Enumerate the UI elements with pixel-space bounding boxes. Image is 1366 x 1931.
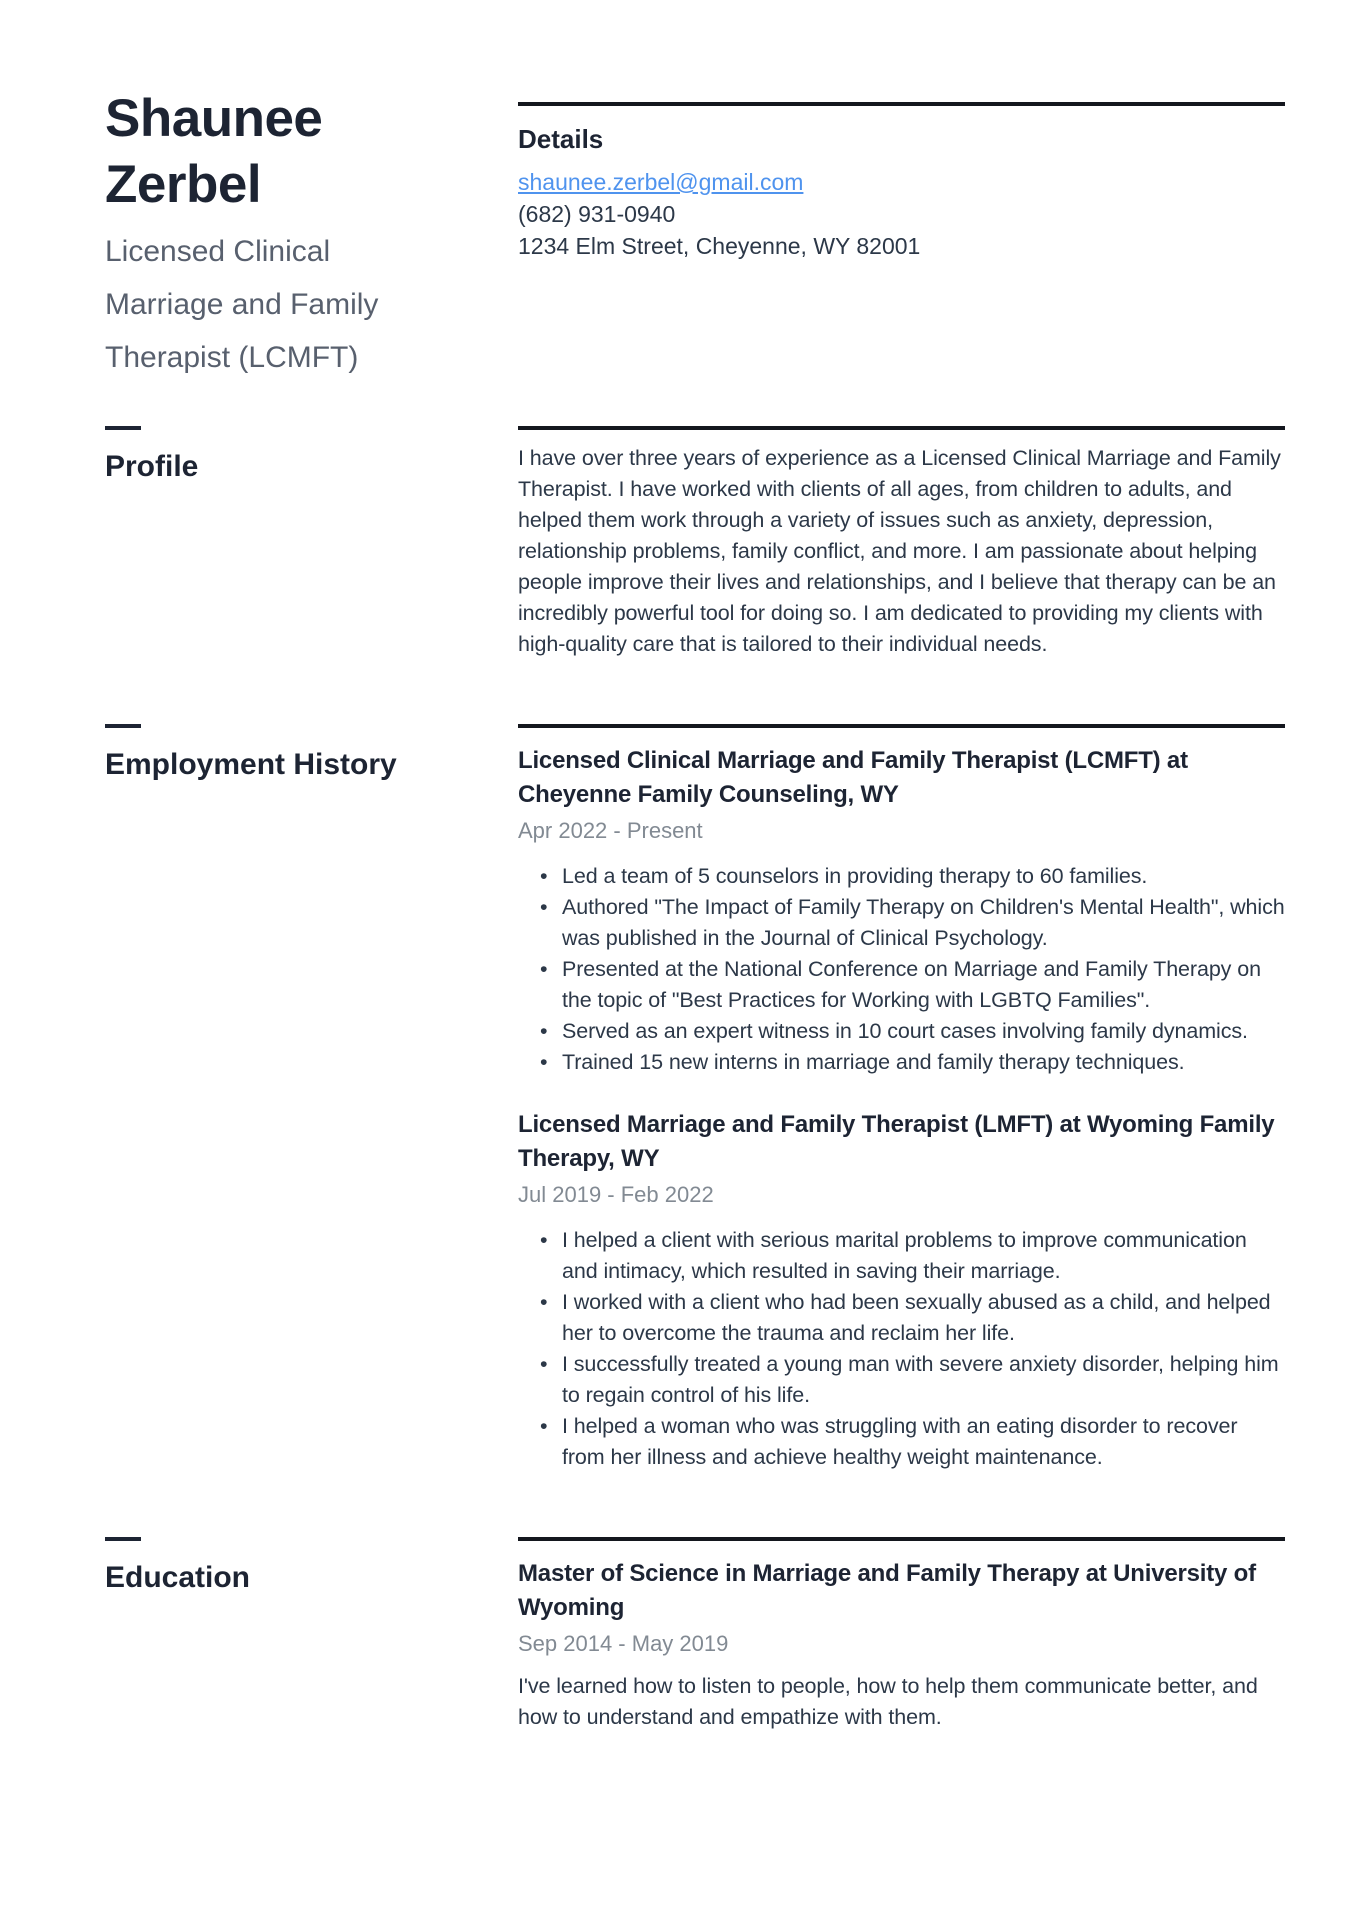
address: 1234 Elm Street, Cheyenne, WY 82001: [518, 233, 921, 259]
employment-content-column: [518, 724, 1285, 1473]
profile-section-heading: Profile: [105, 450, 199, 483]
email-link[interactable]: shaunee.zerbel@gmail.com: [518, 169, 804, 195]
employment-row: [105, 724, 1285, 1473]
employment-section-heading: Employment History: [105, 748, 397, 781]
education-1-description: I've learned how to listen to people, how to help them communicate better, and how to understand and empathize with them.: [518, 1674, 1258, 1729]
bullet-item: • Authored "The Impact of Family Therapy on Children's Mental Health", which was published in the Journal of Clinical Psychology.: [562, 892, 1285, 954]
employment-section-dash: [105, 724, 141, 728]
job-1-title: Licensed Clinical Marriage and Family Therapist (LCMFT) at Cheyenne Family Counseling, WY: [518, 747, 1188, 808]
bullet-item: • I helped a client with serious marital problems to improve communication and intimacy, which resulted in saving their marriage.: [562, 1225, 1285, 1287]
education-label-column: [105, 1537, 518, 1733]
header-left-column: [105, 80, 518, 384]
job-2-bullet-list: [518, 1225, 1285, 1473]
education-divider-rule: [518, 1537, 1285, 1541]
education-1-title: Master of Science in Marriage and Family Therapy at University of Wyoming: [518, 1560, 1256, 1621]
employment-divider-rule: [518, 724, 1285, 728]
profile-summary-text: I have over three years of experience as a Licensed Clinical Marriage and Family Therapist. I have worked with clients of all ages, from children to adults, and helped them work through a variety of issues such as anxiety, depression, relationship problems, family conflict, and more. I am passionate about helping people improve their lives and relationships, and I believe that therapy can be an incredibly powerful tool for doing so. I am dedicated to providing my clients with high-quality care that is tailored to their individual needs.: [518, 446, 1281, 656]
job-1-dates: Apr 2022 - Present: [518, 818, 703, 843]
profile-section-dash: [105, 426, 141, 430]
job-entry-1: [518, 744, 1285, 1078]
education-section-heading: Education: [105, 1561, 251, 1594]
details-section: [518, 80, 1285, 384]
employment-label-column: [105, 724, 518, 1473]
education-section-dash: [105, 1537, 141, 1541]
phone-number: (682) 931-0940: [518, 201, 676, 227]
header-row: [105, 80, 1285, 384]
profile-content-column: [518, 426, 1285, 660]
bullet-item: • I helped a woman who was struggling with an eating disorder to recover from her illness and achieve healthy weight maintenance.: [562, 1411, 1285, 1473]
job-2-dates: Jul 2019 - Feb 2022: [518, 1182, 714, 1207]
bullet-item: • I successfully treated a young man with severe anxiety disorder, helping him to regain control of his life.: [562, 1349, 1285, 1411]
profile-divider-rule: [518, 426, 1285, 430]
education-content-column: [518, 1537, 1285, 1733]
bullet-item: • Served as an expert witness in 10 court cases involving family dynamics.: [562, 1016, 1285, 1047]
bullet-item: • Presented at the National Conference on Marriage and Family Therapy on the topic of "Best Practices for Working with LGBTQ Families".: [562, 954, 1285, 1016]
candidate-name: Shaunee Zerbel: [105, 89, 323, 214]
bullet-item: • Trained 15 new interns in marriage and family therapy techniques.: [562, 1047, 1285, 1078]
job-entry-2: [518, 1108, 1285, 1473]
candidate-job-title: Licensed Clinical Marriage and Family Therapist (LCMFT): [105, 235, 379, 374]
job-2-title: Licensed Marriage and Family Therapist (LMFT) at Wyoming Family Therapy, WY: [518, 1111, 1275, 1172]
profile-row: [105, 426, 1285, 660]
profile-label-column: [105, 426, 518, 660]
education-row: [105, 1537, 1285, 1733]
education-entry-1: [518, 1557, 1285, 1733]
contact-block: [518, 166, 1285, 262]
bullet-item: • Led a team of 5 counselors in providing therapy to 60 families.: [562, 861, 1285, 892]
education-1-dates: Sep 2014 - May 2019: [518, 1631, 729, 1656]
details-divider-rule: [518, 102, 1285, 106]
job-1-bullet-list: [518, 861, 1285, 1078]
details-heading: Details: [518, 124, 604, 154]
bullet-item: • I worked with a client who had been sexually abused as a child, and helped her to overcome the trauma and reclaim her life.: [562, 1287, 1285, 1349]
